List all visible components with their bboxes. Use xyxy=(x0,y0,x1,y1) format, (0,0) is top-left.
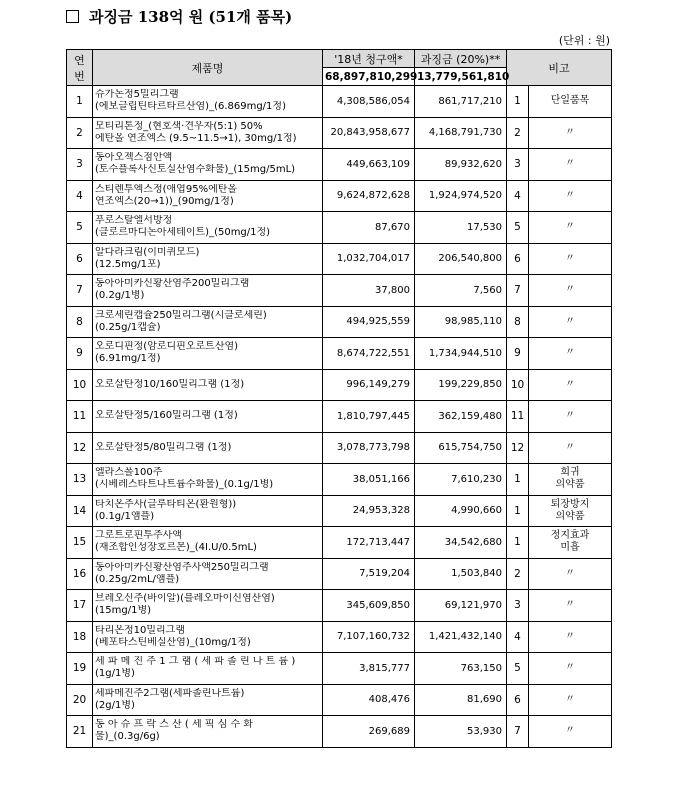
penalty-amount: 362,159,480 xyxy=(415,401,507,433)
row-number: 7 xyxy=(67,275,93,307)
row-number: 4 xyxy=(67,180,93,212)
claim-amount: 7,519,204 xyxy=(323,558,415,590)
product-name-line2: (15mg/1병) xyxy=(95,605,152,617)
remark-number: 3 xyxy=(507,590,529,622)
table-row xyxy=(67,338,612,370)
remark-note-line1: 〃 xyxy=(565,284,575,296)
claim-amount: 87,670 xyxy=(323,212,415,244)
table-row xyxy=(67,369,612,401)
product-name-line1: 오로살탄정5/80밀리그램 (1정) xyxy=(95,441,232,453)
remark-note-line2: 의약품 xyxy=(555,510,585,522)
penalty-amount: 861,717,210 xyxy=(415,86,507,118)
product-name-line1: 엘라스폴100주 xyxy=(95,467,163,479)
document-title xyxy=(66,6,292,27)
penalty-amount: 7,560 xyxy=(415,275,507,307)
remark-note xyxy=(529,495,612,527)
product-name-line1: 크로세린캡슐250밀리그램(시클로세린) xyxy=(95,309,267,321)
product-name-line2: (12.5mg/1포) xyxy=(95,258,161,270)
claim-amount: 3,078,773,798 xyxy=(323,432,415,464)
remark-note xyxy=(529,684,612,716)
remark-note xyxy=(529,369,612,401)
remark-note xyxy=(529,621,612,653)
table-row xyxy=(67,180,612,212)
remark-note xyxy=(529,275,612,307)
product-name-line1: 타리온정10밀리그램 xyxy=(95,624,186,636)
table-row xyxy=(67,212,612,244)
product-name-line2: (0.25g/1캡슐) xyxy=(95,321,161,333)
remark-note-line1: 〃 xyxy=(565,599,575,611)
product-name-line1: 오로살탄정10/160밀리그램 (1정) xyxy=(95,378,245,390)
remark-number: 2 xyxy=(507,117,529,149)
row-number: 3 xyxy=(67,149,93,181)
product-name xyxy=(93,716,323,748)
row-number: 13 xyxy=(67,464,93,496)
product-name xyxy=(93,401,323,433)
remark-number: 5 xyxy=(507,653,529,685)
remark-note-line1: 〃 xyxy=(565,567,575,579)
product-name-line2: 에탄올 연조엑스 (9.5~11.5→1), 30mg/1정) xyxy=(95,132,297,144)
remark-note xyxy=(529,401,612,433)
penalty-amount: 1,421,432,140 xyxy=(415,621,507,653)
claim-amount: 38,051,166 xyxy=(323,464,415,496)
product-name xyxy=(93,117,323,149)
product-name-line2: 연조엑스(20→1))_(90mg/1정) xyxy=(95,195,234,207)
product-name xyxy=(93,495,323,527)
remark-note-line1: 퇴장방지 xyxy=(550,498,590,510)
product-name-line1: 스티렌투엑스정(애엽95%에탄올 xyxy=(95,183,238,195)
remark-note-line1: 〃 xyxy=(565,347,575,359)
product-name-line2: (0.2g/1병) xyxy=(95,290,145,302)
remark-number: 11 xyxy=(507,401,529,433)
remark-note xyxy=(529,212,612,244)
remark-note xyxy=(529,86,612,118)
table-row xyxy=(67,432,612,464)
row-number: 2 xyxy=(67,117,93,149)
product-name-line2: (토수플록사신토실산염수화물)_(15mg/5mL) xyxy=(95,164,296,176)
total-claim: 68,897,810,299 xyxy=(323,68,415,86)
remark-note xyxy=(529,117,612,149)
table-body xyxy=(67,86,612,748)
claim-amount: 494,925,559 xyxy=(323,306,415,338)
table-row xyxy=(67,243,612,275)
product-name xyxy=(93,180,323,212)
remark-number: 7 xyxy=(507,716,529,748)
penalty-amount: 206,540,800 xyxy=(415,243,507,275)
row-number: 8 xyxy=(67,306,93,338)
claim-amount: 269,689 xyxy=(323,716,415,748)
product-name xyxy=(93,558,323,590)
remark-note-line1: 정지효과 xyxy=(550,530,590,542)
claim-amount: 1,032,704,017 xyxy=(323,243,415,275)
remark-note xyxy=(529,558,612,590)
remark-note xyxy=(529,243,612,275)
product-name-line1: 모티리톤정_(현호색·견우자(5:1) 50% xyxy=(95,120,263,132)
row-number: 15 xyxy=(67,527,93,559)
remark-note xyxy=(529,716,612,748)
claim-amount: 8,674,722,551 xyxy=(323,338,415,370)
row-number: 16 xyxy=(67,558,93,590)
product-name xyxy=(93,621,323,653)
remark-note-line1: 〃 xyxy=(565,221,575,233)
row-number: 19 xyxy=(67,653,93,685)
product-name xyxy=(93,684,323,716)
remark-note xyxy=(529,338,612,370)
claim-amount: 449,663,109 xyxy=(323,149,415,181)
header-claim: '18년 청구액* xyxy=(323,50,415,68)
row-number: 14 xyxy=(67,495,93,527)
remark-note-line1: 〃 xyxy=(565,662,575,674)
remark-note-line1: 〃 xyxy=(565,441,575,453)
penalty-amount: 1,924,974,520 xyxy=(415,180,507,212)
remark-number: 6 xyxy=(507,243,529,275)
remark-note-line2: 의약품 xyxy=(555,479,585,491)
penalty-amount: 1,734,944,510 xyxy=(415,338,507,370)
product-name-line1: 오로살탄정5/160밀리그램 (1정) xyxy=(95,410,238,422)
product-name-line2: (0.25g/2mL/앰플) xyxy=(95,573,180,585)
penalty-amount: 615,754,750 xyxy=(415,432,507,464)
row-number: 5 xyxy=(67,212,93,244)
header-penalty: 과징금 (20%)** xyxy=(415,50,507,68)
remark-number: 7 xyxy=(507,275,529,307)
remark-number: 5 xyxy=(507,212,529,244)
claim-amount: 37,800 xyxy=(323,275,415,307)
header-remark: 비고 xyxy=(507,50,612,86)
claim-amount: 172,713,447 xyxy=(323,527,415,559)
penalty-amount: 17,530 xyxy=(415,212,507,244)
remark-note-line1: 〃 xyxy=(565,630,575,642)
product-name-line2: (0.1g/1앰플) xyxy=(95,510,155,522)
remark-note xyxy=(529,306,612,338)
penalty-amount: 763,150 xyxy=(415,653,507,685)
remark-note-line1: 〃 xyxy=(565,252,575,264)
table-row xyxy=(67,684,612,716)
remark-note-line2: 미흡 xyxy=(560,542,580,554)
remark-note-line1: 〃 xyxy=(565,126,575,138)
remark-note-line1: 〃 xyxy=(565,725,575,737)
remark-note-line1: 〃 xyxy=(565,693,575,705)
penalty-amount: 7,610,230 xyxy=(415,464,507,496)
table-row xyxy=(67,558,612,590)
product-name-line1: 오로디핀정(암로디핀오로트산염) xyxy=(95,341,239,353)
remark-number: 2 xyxy=(507,558,529,590)
product-name-line2: (클로르마디논아세테이트)_(50mg/1정) xyxy=(95,227,271,239)
header-no: 연번 xyxy=(67,50,93,86)
remark-note xyxy=(529,464,612,496)
penalty-amount: 34,542,680 xyxy=(415,527,507,559)
penalty-amount: 1,503,840 xyxy=(415,558,507,590)
product-name xyxy=(93,464,323,496)
product-name-line1: 푸로스탈엘서방정 xyxy=(95,215,173,227)
row-number: 1 xyxy=(67,86,93,118)
remark-note xyxy=(529,149,612,181)
claim-amount: 345,609,850 xyxy=(323,590,415,622)
table-row xyxy=(67,306,612,338)
remark-number: 12 xyxy=(507,432,529,464)
unit-label: (단위 : 원) xyxy=(558,34,610,47)
product-name-line2: 물)_(0.3g/6g) xyxy=(95,731,160,743)
product-name xyxy=(93,527,323,559)
product-name-line1: 슈가논정5밀리그램 xyxy=(95,89,179,101)
product-name-line1: 세 파 메 진 주 1 그 램 ( 세 파 졸 린 나 트 륨 ) xyxy=(95,656,296,668)
remark-note-line1: 〃 xyxy=(565,410,575,422)
remark-note-line1: 〃 xyxy=(565,378,575,390)
penalty-amount: 81,690 xyxy=(415,684,507,716)
claim-amount: 24,953,328 xyxy=(323,495,415,527)
product-name xyxy=(93,369,323,401)
claim-amount: 408,476 xyxy=(323,684,415,716)
product-name-line1: 타치온주사(글루타티온(환원형)) xyxy=(95,498,237,510)
penalty-amount: 4,168,791,730 xyxy=(415,117,507,149)
row-number: 18 xyxy=(67,621,93,653)
remark-note-line1: 〃 xyxy=(565,315,575,327)
total-penalty: 13,779,561,810 xyxy=(415,68,507,86)
product-name xyxy=(93,275,323,307)
remark-note-line1: 〃 xyxy=(565,158,575,170)
remark-number: 10 xyxy=(507,369,529,401)
row-number: 20 xyxy=(67,684,93,716)
remark-number: 3 xyxy=(507,149,529,181)
table-row xyxy=(67,653,612,685)
product-name xyxy=(93,653,323,685)
product-name-line2: (시베레스타트나트륨수화물)_(0.1g/1병) xyxy=(95,479,274,491)
remark-note-line1: 단일품목 xyxy=(550,95,590,107)
remark-note xyxy=(529,653,612,685)
penalty-amount: 4,990,660 xyxy=(415,495,507,527)
row-number: 21 xyxy=(67,716,93,748)
remark-number: 1 xyxy=(507,495,529,527)
penalty-amount: 199,229,850 xyxy=(415,369,507,401)
product-name-line1: 그로트로핀투주사액 xyxy=(95,530,182,542)
remark-number: 4 xyxy=(507,180,529,212)
penalty-amount: 69,121,970 xyxy=(415,590,507,622)
remark-number: 6 xyxy=(507,684,529,716)
product-name-line1: 브레오신주(바이알)(블레오마이신염산염) xyxy=(95,593,275,605)
title-text: 과징금 138억 원 (51개 품목) xyxy=(89,8,293,26)
product-name-line1: 동아아미카신황산염주사액250밀리그램 xyxy=(95,561,269,573)
remark-number: 8 xyxy=(507,306,529,338)
table-row xyxy=(67,527,612,559)
table-row xyxy=(67,149,612,181)
remark-note-line1: 희귀 xyxy=(560,467,580,479)
product-name xyxy=(93,243,323,275)
remark-note xyxy=(529,527,612,559)
product-name xyxy=(93,149,323,181)
remark-number: 4 xyxy=(507,621,529,653)
claim-amount: 1,810,797,445 xyxy=(323,401,415,433)
row-number: 10 xyxy=(67,369,93,401)
product-name xyxy=(93,86,323,118)
product-name-line2: (1g/1병) xyxy=(95,668,135,680)
product-name-line2: (베포타스틴베실산염)_(10mg/1정) xyxy=(95,636,251,648)
remark-number: 1 xyxy=(507,527,529,559)
row-number: 12 xyxy=(67,432,93,464)
penalty-amount: 98,985,110 xyxy=(415,306,507,338)
product-name-line1: 알다라크림(이미퀴모드) xyxy=(95,246,200,258)
claim-amount: 9,624,872,628 xyxy=(323,180,415,212)
header-product: 제품명 xyxy=(93,50,323,86)
penalty-table xyxy=(66,49,612,748)
product-name-line2: (재조합인성장호르몬)_(4I.U/0.5mL) xyxy=(95,542,257,554)
checkbox-square-icon xyxy=(66,10,79,23)
table-row xyxy=(67,590,612,622)
remark-number: 1 xyxy=(507,86,529,118)
remark-note xyxy=(529,590,612,622)
table-row xyxy=(67,495,612,527)
row-number: 9 xyxy=(67,338,93,370)
product-name-line1: 동 아 슈 프 락 스 산 ( 세 픽 심 수 화 xyxy=(95,719,253,731)
product-name-line1: 세파메진주2그램(세파졸린나트륨) xyxy=(95,687,245,699)
remark-note xyxy=(529,432,612,464)
table-row xyxy=(67,716,612,748)
product-name xyxy=(93,338,323,370)
claim-amount: 3,815,777 xyxy=(323,653,415,685)
row-number: 6 xyxy=(67,243,93,275)
table-row xyxy=(67,117,612,149)
table-row xyxy=(67,401,612,433)
product-name-line2: (6.91mg/1정) xyxy=(95,353,161,365)
remark-number: 1 xyxy=(507,464,529,496)
product-name-line2: (2g/1병) xyxy=(95,699,135,711)
remark-note-line1: 〃 xyxy=(565,189,575,201)
row-number: 17 xyxy=(67,590,93,622)
table-row xyxy=(67,86,612,118)
product-name xyxy=(93,590,323,622)
table-row xyxy=(67,621,612,653)
table-row xyxy=(67,464,612,496)
product-name xyxy=(93,306,323,338)
claim-amount: 7,107,160,732 xyxy=(323,621,415,653)
penalty-amount: 89,932,620 xyxy=(415,149,507,181)
product-name-line2: (에보글립틴타르타르산염)_(6.869mg/1정) xyxy=(95,101,286,113)
table-row xyxy=(67,275,612,307)
remark-number: 9 xyxy=(507,338,529,370)
remark-note xyxy=(529,180,612,212)
claim-amount: 20,843,958,677 xyxy=(323,117,415,149)
product-name-line1: 동아아미카신황산염주200밀리그램 xyxy=(95,278,250,290)
claim-amount: 996,149,279 xyxy=(323,369,415,401)
row-number: 11 xyxy=(67,401,93,433)
product-name xyxy=(93,432,323,464)
penalty-amount: 53,930 xyxy=(415,716,507,748)
claim-amount: 4,308,586,054 xyxy=(323,86,415,118)
product-name xyxy=(93,212,323,244)
product-name-line1: 동아오젝스점안액 xyxy=(95,152,173,164)
